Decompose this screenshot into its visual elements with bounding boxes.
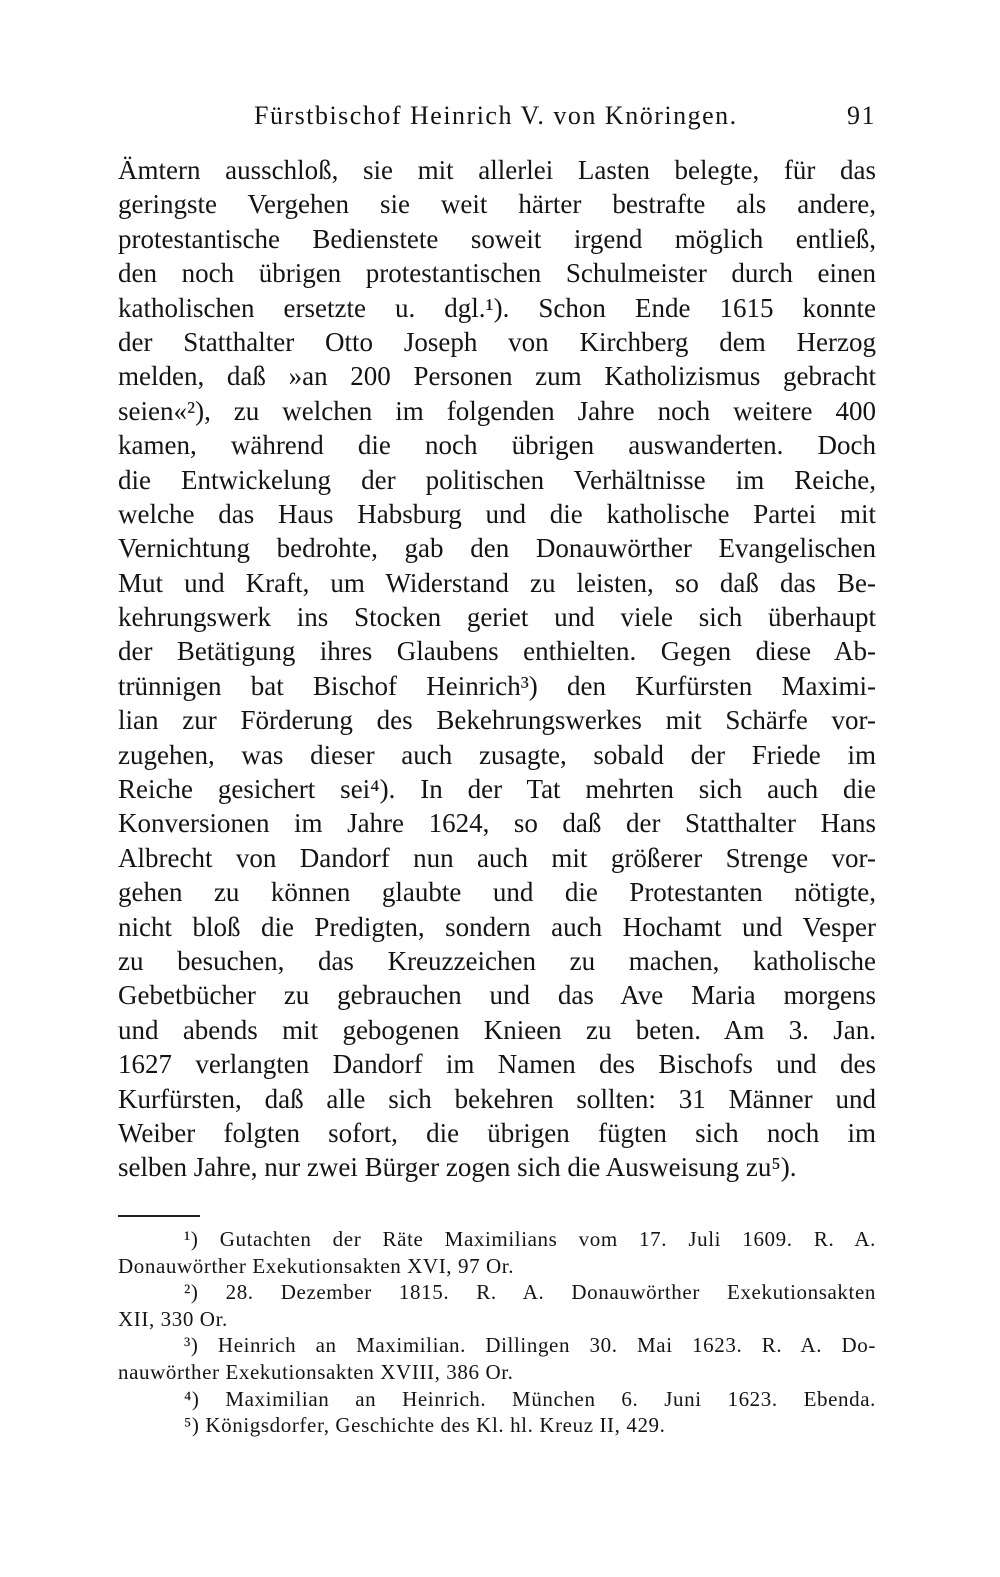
text-line: katholischen ersetzte u. dgl.¹). Schon Ende 1615 konnte [118, 292, 876, 323]
text-line: 1627 verlangten Dandorf im Namen des Bischofs und des [118, 1049, 876, 1080]
footnote-line: ²) 28. Dezember 1815. R. A. Donauwörther Exekutionsakten [184, 1280, 876, 1305]
text-line: geringste Vergehen sie weit härter bestrafte als andere, [118, 189, 876, 220]
text-line: der Betätigung ihres Glaubens enthielten. Gegen diese Ab- [118, 636, 876, 667]
text-line: lian zur Förderung des Bekehrungswerkes mit Schärfe vor- [118, 705, 876, 736]
text-line: zugehen, was dieser auch zusagte, sobald der Friede im [118, 739, 876, 770]
text-line: Vernichtung bedrohte, gab den Donauwörther Evangelischen [118, 533, 876, 564]
text-line: Mut und Kraft, um Widerstand zu leisten, so daß das Be- [118, 567, 876, 598]
text-line: Gebetbücher zu gebrauchen und das Ave Maria morgens [118, 980, 876, 1011]
footnote-line: ⁵) Königsdorfer, Geschichte des Kl. hl. Kreuz II, 429. [184, 1413, 666, 1438]
text-line: der Statthalter Otto Joseph von Kirchberg dem Herzog [118, 326, 876, 357]
text-line: Kurfürsten, daß alle sich bekehren sollten: 31 Männer und [118, 1083, 876, 1114]
text-line: Albrecht von Dandorf nun auch mit größerer Strenge vor- [118, 842, 876, 873]
running-header [118, 101, 876, 141]
running-header-title: Fürstbischof Heinrich V. von Knöringen. [254, 101, 738, 130]
text-line: die Entwickelung der politischen Verhältnisse im Reiche, [118, 464, 876, 495]
footnote-line: ³) Heinrich an Maximilian. Dillingen 30. Mai 1623. R. A. Do- [184, 1333, 876, 1358]
footnote-divider [118, 1215, 200, 1217]
footnote-line: ¹) Gutachten der Räte Maximilians vom 17. Juli 1609. R. A. [184, 1227, 876, 1251]
text-line: selben Jahre, nur zwei Bürger zogen sich die Ausweisung zu⁵). [118, 1152, 797, 1183]
text-line: gehen zu können glaubte und die Protestanten nötigte, [118, 877, 876, 908]
text-line: Konversionen im Jahre 1624, so daß der Statthalter Hans [118, 808, 876, 839]
text-line: seien«²), zu welchen im folgenden Jahre noch weitere 400 [118, 395, 876, 426]
footnote-line: Donauwörther Exekutionsakten XVI, 97 Or. [118, 1253, 515, 1278]
text-line: kamen, während die noch übrigen auswanderten. Doch [118, 430, 876, 461]
page-number: 91 [847, 101, 876, 130]
text-line: und abends mit gebogenen Knieen zu beten. Am 3. Jan. [118, 1014, 876, 1045]
footnotes-block [118, 1226, 876, 1439]
text-line: kehrungswerk ins Stocken geriet und viele sich überhaupt [118, 602, 876, 633]
footnote-line: nauwörther Exekutionsakten XVIII, 386 Or. [118, 1359, 514, 1384]
text-line: Weiber folgten sofort, die übrigen fügten sich noch im [118, 1117, 876, 1148]
text-line: nicht bloß die Predigten, sondern auch Hochamt und Vesper [118, 911, 876, 942]
text-line: trünnigen bat Bischof Heinrich³) den Kurfürsten Maximi- [118, 670, 876, 701]
footnote-line: ⁴) Maximilian an Heinrich. München 6. Juni 1623. Ebenda. [184, 1386, 876, 1411]
text-line: welche das Haus Habsburg und die katholische Partei mit [118, 498, 876, 529]
text-line: protestantische Bedienstete soweit irgend möglich entließ, [118, 223, 876, 254]
text-line: melden, daß »an 200 Personen zum Katholizismus gebracht [118, 361, 876, 392]
text-line: den noch übrigen protestantischen Schulmeister durch einen [118, 258, 876, 289]
text-line: zu besuchen, das Kreuzzeichen zu machen, katholische [118, 945, 876, 976]
main-text-block [118, 153, 876, 1185]
footnote-line: XII, 330 Or. [118, 1306, 228, 1331]
text-line: Ämtern ausschloß, sie mit allerlei Lasten belegte, für das [118, 155, 876, 185]
text-line: Reiche gesichert sei⁴). In der Tat mehrten sich auch die [118, 774, 876, 805]
